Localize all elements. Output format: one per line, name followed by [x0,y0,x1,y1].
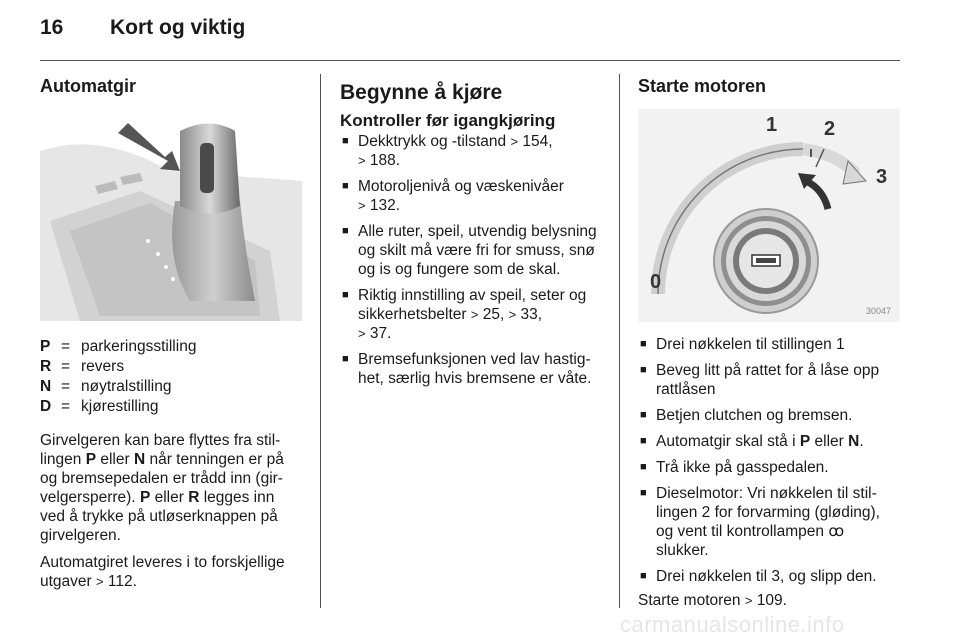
page-number: 16 [40,16,64,39]
gear-desc: nøytralstilling [81,378,172,395]
section-heading-automatgir: Automatgir [40,76,136,96]
list-item: ■ Drei nøkkelen til 3, og slipp den. [640,568,877,585]
list-item: ■ Dieselmotor: Vri nøkkelen til stil-lingen 2 for forvarming (gløding), og vent til kontrollampen ꝏ slukker. [640,485,880,559]
list-item: ■ Riktig innstilling av speil, seter og sikkerhetsbelter > 25, > 33, > 37. [342,287,587,342]
text: Starte motoren [638,592,745,609]
subheading-kontroller: Kontroller før igangkjøring [340,111,556,130]
list-item: ■ Automatgir skal stå i P eller N. [640,433,864,450]
position-label-3: 3 [876,166,888,188]
text-bold: P [139,489,151,506]
header-rule [40,60,900,61]
text: Betjen clutchen og bremsen. [656,407,853,424]
page-title: Kort og viktig [110,16,246,39]
gear-desc: kjørestilling [81,398,159,415]
text: eller [96,451,134,468]
page-reference: 33, [516,306,543,323]
text-bold: R [188,489,200,506]
gear-key: P [40,338,51,355]
list-item: ■ Drei nøkkelen til stillingen 1 [640,336,845,353]
ignition-figure [638,109,900,322]
page-reference-icon: > [96,574,104,589]
gear-legend-row [40,337,302,357]
text-bold: N [133,451,146,468]
list-item: ■ Beveg litt på rattet for å låse opp rattlåsen [640,362,880,398]
gear-key: R [40,358,52,375]
gear-lock-paragraph [40,431,302,545]
figure-code: 30047 [866,306,892,316]
text: Drei nøkkelen til 3, og slipp den. [656,568,877,585]
text: Drei nøkkelen til stillingen 1 [656,336,845,353]
text: Dekktrykk og -tilstand [358,133,511,150]
page-reference-icon: > [358,198,366,213]
text-bold: N [848,433,860,450]
gear-eq: = [61,378,71,395]
page-reference-icon: > [470,307,479,322]
page-reference-icon: > [508,307,517,322]
column-divider-2 [619,74,620,608]
text: slukker. [656,542,709,559]
gear-eq: = [61,338,71,355]
page-reference-icon: > [510,134,519,149]
gear-legend-row [40,357,302,377]
page-reference: 132. [365,197,401,214]
gear-legend-row [40,397,302,417]
list-item: ■ Alle ruter, speil, utvendig belysning og skilt må være fri for smuss, snø og is og fungere som de skal. [342,223,597,278]
list-item: ■ Motoroljenivå og væskenivåer > 132. [342,178,564,214]
text: Riktig innstilling av speil, seter og sikkerhetsbelter [358,287,587,323]
left-column [40,76,302,591]
section-heading-begynne: Begynne å kjøre [340,81,503,104]
page-reference: 25, [478,306,509,323]
text: eller [150,489,189,506]
list-item: ■ Dekktrykk og -tilstand > 154, > 188. [342,133,553,169]
list-item: ■ Betjen clutchen og bremsen. [640,407,853,424]
position-label-1: 1 [766,114,778,136]
list-item: ■ Trå ikke på gasspedalen. [640,459,829,476]
gear-legend [40,337,302,417]
text: . [859,433,864,450]
page-reference-icon: > [358,326,366,341]
versions-paragraph [40,553,302,591]
start-steps [638,335,900,586]
ignition-lock-illustration [638,109,900,322]
text: Bremsefunksjonen ved lav hastig-het, særlig hvis bremsene er våte. [358,351,592,387]
text: Automatgir skal stå i [656,433,800,450]
column-divider-1 [320,74,321,608]
text: Beveg litt på rattet for å låse opp rattlåsen [656,362,880,398]
text-bold: P [799,433,811,450]
text: legges inn ved å trykke på utløserknappen på girvelgeren. [40,489,278,544]
gear-eq: = [61,398,71,415]
page-header [40,16,245,40]
gear-key: D [40,398,52,415]
position-label-2: 2 [824,118,836,140]
page-reference-icon: > [744,593,753,608]
right-column [638,76,900,610]
text: når tenningen er på og bremsepedalen er trådd inn (gir-velgersperre). [40,451,284,506]
middle-column [340,80,608,395]
text: Alle ruter, speil, utvendig belysning og skilt må være fri for smuss, snø og is og fungere som de skal. [358,223,597,278]
page-reference: 37. [365,325,392,342]
text: Trå ikke på gasspedalen. [656,459,829,476]
page-reference: 154, [518,133,553,150]
text: Motoroljenivå og væskenivåer [358,178,564,195]
checklist [340,132,608,388]
gear-selector-figure [40,111,302,321]
page-reference: 109. [752,592,787,609]
gear-legend-row [40,377,302,397]
gear-key: N [40,378,52,395]
text: Automatgiret leveres i to forskjellige utgaver [40,554,285,590]
text-bold: P [85,451,97,468]
start-reference [638,591,900,610]
gear-desc: parkeringsstilling [81,338,197,355]
section-heading-starte: Starte motoren [638,76,767,96]
text: eller [810,433,849,450]
page-reference: 188. [365,152,401,169]
page-reference-icon: > [358,153,366,168]
gear-eq: = [61,358,71,375]
watermark: carmanualsonline.info [620,612,845,637]
position-label-0: 0 [650,271,662,293]
list-item: ■ Bremsefunksjonen ved lav hastig-het, særlig hvis bremsene er våte. [342,351,592,387]
gear-selector-illustration [40,111,302,321]
text: Girvelgeren kan bare flyttes fra stil-lingen [40,432,281,468]
page-reference: 112. [103,573,137,590]
glow-plug-icon: ꝏ [828,523,845,540]
text: Dieselmotor: Vri nøkkelen til stil-lingen 2 for forvarming (gløding), og vent til kontrollampen [656,485,880,540]
gear-desc: revers [81,358,125,375]
